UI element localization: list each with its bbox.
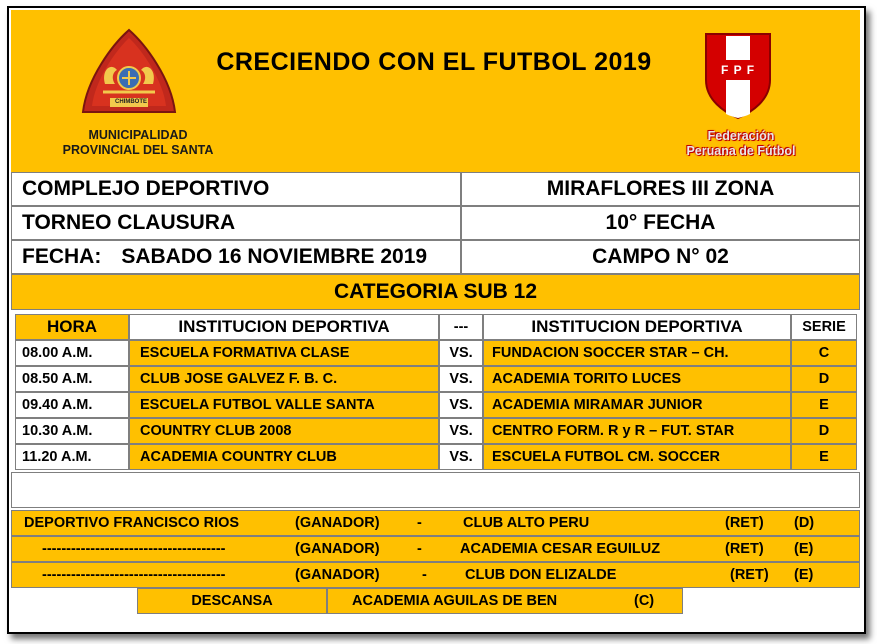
municipality-name [53, 128, 223, 158]
descansa-serie: (C) [634, 593, 655, 609]
municipal-crest-icon [75, 26, 183, 126]
header-institucion-local: INSTITUCION DEPORTIVA [129, 314, 439, 340]
fecha-label: FECHA: [22, 245, 102, 268]
rival-serie: (E) [794, 567, 814, 583]
match-hora: 08.50 A.M. [15, 366, 129, 392]
rival-team: CLUB DON ELIZALDE [465, 567, 617, 583]
match-vs: VS. [439, 392, 483, 418]
match-vs: VS. [439, 418, 483, 444]
header-institucion-visita: INSTITUCION DEPORTIVA [483, 314, 791, 340]
match-local: ESCUELA FORMATIVA CLASE [129, 340, 439, 366]
fpf-shield-text: F P F [720, 63, 756, 77]
winner-row [11, 510, 860, 536]
fixture-sheet [7, 6, 866, 634]
fecha-row [11, 240, 461, 274]
winner-row [11, 562, 860, 588]
rival-team: CLUB ALTO PERU [463, 515, 590, 531]
winner-label: (GANADOR) [295, 567, 380, 583]
match-local: CLUB JOSE GALVEZ F. B. C. [129, 366, 439, 392]
rival-serie: (D) [794, 515, 815, 531]
match-serie: E [791, 392, 857, 418]
match-visita: ACADEMIA MIRAMAR JUNIOR [483, 392, 791, 418]
winner-dash: - [422, 567, 427, 583]
municipality-line1: MUNICIPALIDAD [88, 128, 188, 142]
fpf-line1: Federación [707, 129, 775, 143]
match-hora: 11.20 A.M. [15, 444, 129, 470]
match-local: ACADEMIA COUNTRY CLUB [129, 444, 439, 470]
campo-number: CAMPO N° 02 [461, 240, 860, 274]
winner-dash: - [417, 515, 422, 531]
category-title: CATEGORIA SUB 12 [11, 274, 860, 310]
winner-dash: - [417, 541, 422, 557]
crest-badge-text: CHIMBOTE [115, 99, 147, 105]
winner-row [11, 536, 860, 562]
winner-label: (GANADOR) [295, 541, 380, 557]
descansa-label: DESCANSA [137, 588, 327, 614]
torneo-label: TORNEO CLAUSURA [11, 206, 461, 240]
winner-label: (GANADOR) [295, 515, 380, 531]
match-serie: D [791, 366, 857, 392]
fpf-name [666, 129, 816, 159]
match-vs: VS. [439, 340, 483, 366]
rival-serie: (E) [794, 541, 814, 557]
fecha-date: SABADO 16 NOVIEMBRE 2019 [121, 245, 428, 268]
winner-team: DEPORTIVO FRANCISCO RIOS [24, 515, 240, 531]
match-visita: ESCUELA FUTBOL CM. SOCCER [483, 444, 791, 470]
complejo-value: MIRAFLORES III ZONA [461, 172, 860, 206]
match-hora: 08.00 A.M. [15, 340, 129, 366]
match-visita: ACADEMIA TORITO LUCES [483, 366, 791, 392]
match-visita: CENTRO FORM. R y R – FUT. STAR [483, 418, 791, 444]
header-hora: HORA [15, 314, 129, 340]
descansa-team: ACADEMIA AGUILAS DE BEN [352, 593, 558, 609]
match-local: ESCUELA FUTBOL VALLE SANTA [129, 392, 439, 418]
descansa-row [327, 588, 683, 614]
match-visita: FUNDACION SOCCER STAR – CH. [483, 340, 791, 366]
header-serie: SERIE [791, 314, 857, 340]
ret-label: (RET) [730, 567, 769, 583]
ret-label: (RET) [725, 541, 764, 557]
ret-label: (RET) [725, 515, 764, 531]
municipality-line2: PROVINCIAL DEL SANTA [62, 143, 214, 157]
winner-team: -------------------------------------- [42, 567, 226, 583]
fpf-line2: Peruana de Fútbol [686, 144, 796, 158]
fecha-number: 10° FECHA [461, 206, 860, 240]
winner-team: -------------------------------------- [42, 541, 226, 557]
match-vs: VS. [439, 444, 483, 470]
match-vs: VS. [439, 366, 483, 392]
match-serie: D [791, 418, 857, 444]
complejo-label: COMPLEJO DEPORTIVO [11, 172, 461, 206]
match-serie: E [791, 444, 857, 470]
rival-team: ACADEMIA CESAR EGUILUZ [460, 541, 661, 557]
match-hora: 10.30 A.M. [15, 418, 129, 444]
match-local: COUNTRY CLUB 2008 [129, 418, 439, 444]
spacer-row [11, 472, 860, 508]
match-hora: 09.40 A.M. [15, 392, 129, 418]
match-serie: C [791, 340, 857, 366]
page-title: CRECIENDO CON EL FUTBOL 2019 [216, 47, 652, 76]
header-separator: --- [439, 314, 483, 340]
